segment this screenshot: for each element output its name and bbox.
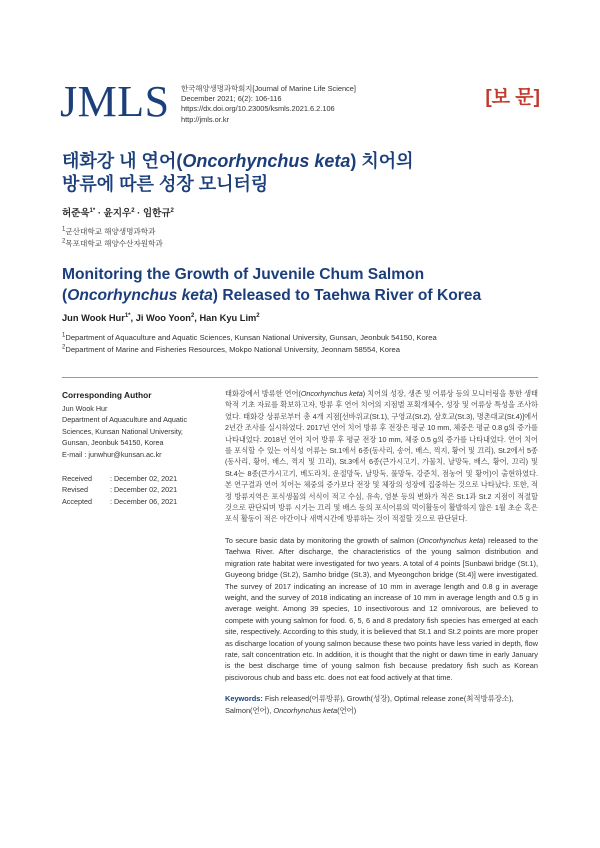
affiliation-kr-1-text: 군산대학교 해양생명과학과 — [65, 227, 156, 236]
journal-issue: December 2021; 6(2): 106-116 — [181, 94, 282, 104]
date-revised-value: : December 02, 2021 — [110, 485, 178, 495]
title-kr-species: Oncorhynchus keta — [182, 151, 351, 171]
date-revised — [62, 484, 212, 495]
affiliation-en-1-text: Department of Aquaculture and Aquatic Sciences, Kunsan National University, Gunsan, Jeonbuk 54150, Korea — [65, 333, 437, 342]
author-en-1-sup: 1* — [124, 312, 131, 319]
date-accepted-label: Accepted — [62, 496, 92, 506]
author-en-1: Jun Wook Hur — [62, 313, 125, 323]
author-kr-1: 허준욱 — [62, 208, 90, 219]
authors-korean — [62, 205, 174, 219]
author-kr-3-sup: 2 — [170, 207, 174, 214]
title-en-paren: ( — [62, 287, 68, 304]
affiliation-en-2-text: Department of Marine and Fisheries Resources, Mokpo National University, Jeonnam 58554, Korea — [65, 345, 400, 354]
title-kr-line2: 방류에 따른 성장 모니터링 — [62, 174, 269, 194]
affiliation-kr-2-sup: 2 — [62, 238, 66, 245]
title-en-species: Oncorhynchus keta — [67, 287, 213, 304]
journal-logo: JMLS — [60, 77, 170, 126]
affiliation-en-2 — [62, 344, 437, 356]
section-divider — [62, 377, 538, 378]
affiliation-kr-1 — [62, 226, 163, 238]
affiliation-kr-2 — [62, 238, 163, 250]
affiliations-korean — [62, 226, 163, 250]
journal-doi[interactable]: https://dx.doi.org/10.23005/ksmls.2021.6.2.106 — [181, 104, 335, 114]
affiliation-en-1-sup: 1 — [62, 332, 66, 339]
affiliation-kr-1-sup: 1 — [62, 226, 66, 233]
abstract-column — [225, 388, 538, 716]
author-separator: · — [97, 208, 102, 219]
author-separator: , — [130, 313, 136, 323]
title-kr-part1: 태화강 내 연어( — [62, 151, 183, 171]
journal-meta — [181, 84, 356, 125]
keywords — [225, 693, 538, 716]
keywords-text: Fish released(어류방류), Growth(성장), Optimal release zone(최적방류장소), Salmon(연어), — [225, 694, 514, 715]
journal-header — [60, 77, 540, 130]
keywords-species: Oncorhynchus keta — [273, 705, 338, 715]
keywords-label: Keywords: — [225, 694, 263, 704]
author-en-3: Han Kyu Lim — [199, 313, 257, 323]
author-en-3-sup: 2 — [256, 312, 260, 319]
date-received-label: Received — [62, 474, 92, 484]
abstract-korean — [225, 388, 538, 525]
author-kr-3: 임한규 — [142, 208, 171, 219]
abstract-kr-text-2: ) 치어의 성장, 생존 및 어류상 등의 모니터링을 통한 생태학적 기초 자료를 확보하고자, 방류 후 연어 치어의 지점별 포획개체수, 성장 및 어류상 특성을 조사하였다. 태화강 상류로부터 총 4개 지점[선바위교(St.1), 구영교(St.2), 삼호교(St.3), 명촌대교(St.4)]에서 2년간 조사를 실시하였다. 2017년 연어 치어 방류 후 전장은 평균 10 mm, 체중은 평균 0.8 g의 증가를 나타내었다. 2018년 연어 치어 방류 후 평균 전장 10 mm, 체중 0.5 g의 증가를 나타내었다. 연어 치어를 포식할 수 있는 어식성 어류는 St.1에서 6종(동사리, 송어, 배스, 꺽지, 황어 및 끄리), St.2에서 5종(동사리, 황어, 배스, 꺽지 및 끄리), St.3에서 6종(큰가시고기, 가물치, 날망둑, 배스, 황어, 끄리) 및 St.4는 8종(큰가시고기, 베도라치, 운절망둑, 날망둑, 풀망둑, 강준치, 점농어 및 황어)이 출현하였다. 본 연구결과 연어 치어는 체중의 증가보다 전장 및 체장의 성장에 집중하는 것으로 나타났다. 또한, 적정 방류지역은 포식생물의 서식이 적고 수심, 유속, 염분 등의 변화가 적은 St.1과 St.2 지점이 적절할 것으로 판단되며 방류 시기는 끄리 및 배스 등의 포식어류의 먹이활동이 활발하지 않은 1월 초순 혹은 포식 활동이 적은 야간이나 새벽시간에 방류하는 것이 적절할 것으로 판단된다. — [225, 389, 538, 524]
title-korean — [62, 150, 522, 196]
author-en-2: Ji Woo Yoon — [135, 313, 191, 323]
article-type: [보 문] — [485, 87, 540, 108]
corresponding-name: Jun Wook Hur — [62, 404, 108, 413]
date-received-value: : December 02, 2021 — [110, 474, 178, 484]
abstract-kr-species: Oncorhynchus keta — [300, 389, 363, 398]
title-en-line1: Monitoring the Growth of Juvenile Chum Salmon — [62, 266, 425, 283]
author-separator: , — [194, 313, 200, 323]
corresponding-author-panel — [62, 390, 212, 507]
affiliation-en-1 — [62, 332, 437, 344]
keywords-tail: (연어) — [337, 705, 357, 715]
title-kr-part2: ) 치어의 — [350, 151, 414, 171]
abstract-en-text-2: ) released to the Taehwa River. After discharge, the characteristics of the young salmon distribution and migration rate habitat were investigated for two years. A total of 4 points [Sunbawi bridge (St.1), Guyeong bridge (St.2), Samho bridge (St.3), and Myeongchon bridge (St.4)] were investigated. The survey of 2017 indicating an increase of 10 mm in average length and 0.8 g in average weight, and the survey of 2018 indicating an increase of 10 mm in average length and 0.5 g in average weight. Among 39 species, 10 insectivorous and 12 omnivorous, are believed to compete with young salmon for food. 6, 5, 6 and 8 predatory fish species has emerged at each site, respectively. According to this study, it is believed that St.1 and St.2 points are more proper as discharge location of young salmon because these two points have less varied in depth, flow rate, salt concentration etc. In addition, it is thought that the night or dawn time in early January is the best discharge time of young salmon fish because predatory fish such as Korean piscivorous chub and bass etc. does not eat food actively at that time. — [225, 535, 538, 682]
author-separator: · — [137, 208, 141, 219]
date-revised-label: Revised — [62, 485, 88, 495]
author-kr-2: 윤지우 — [103, 208, 132, 219]
corresponding-univ: Sciences, Kunsan National University, — [62, 426, 183, 436]
journal-site[interactable]: http://jmls.or.kr — [181, 114, 230, 124]
affiliation-en-2-sup: 2 — [62, 344, 66, 351]
corresponding-email[interactable]: E-mail : junwhur@kunsan.ac.kr — [62, 449, 162, 459]
date-accepted-value: : December 06, 2021 — [110, 496, 178, 506]
title-english — [62, 264, 532, 306]
title-en-line2: ) Released to Taehwa River of Korea — [212, 287, 482, 304]
author-en-2-sup: 2 — [190, 312, 195, 319]
affiliation-kr-2-text: 목포대학교 해양수산자원학과 — [65, 239, 163, 248]
abstract-english — [225, 535, 538, 683]
affiliations-english — [62, 332, 437, 356]
corresponding-city: Gunsan, Jeonbuk 54150, Korea — [62, 438, 164, 448]
abstract-en-text-1: To secure basic data by monitoring the growth of salmon ( — [225, 535, 420, 545]
corresponding-heading: Corresponding Author — [62, 390, 152, 400]
corresponding-dept: Department of Aquaculture and Aquatic — [62, 415, 188, 425]
date-received — [62, 473, 212, 484]
journal-name: 한국해양생명과학회지[Journal of Marine Life Science] — [181, 84, 356, 93]
date-accepted — [62, 496, 212, 507]
author-kr-2-sup: 2 — [131, 207, 135, 214]
abstract-en-species: Oncorhynchus keta — [419, 535, 484, 545]
abstract-kr-text-1: 태화강에서 방류한 연어( — [225, 389, 301, 398]
authors-english — [62, 313, 260, 323]
article-dates — [62, 473, 212, 507]
author-kr-1-sup: 1* — [89, 207, 96, 214]
